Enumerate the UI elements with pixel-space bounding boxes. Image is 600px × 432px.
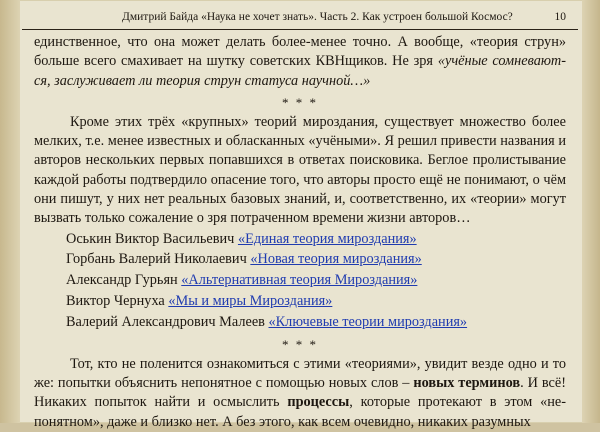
reference-item <box>34 249 566 270</box>
section-separator: * * * <box>282 336 318 352</box>
running-title: Дмитрий Байда «Наука не хочет знать». Часть 2. Как устроен большой Космос? <box>122 11 513 23</box>
reference-link[interactable]: «Альтернативная теория Мироздания» <box>181 272 418 289</box>
paragraph-theories: Кроме этих трёх «крупных» теорий мироздания, существует множество более мелких, т.е. менее известных и обласканных «учёными». Я решил привести названия и авторов нескольких первых попавшихся в ответах поисковика. Беглое пролистывание каждой работы подтвердило опасение того, что авторы просто ещё не понимают, о чём они пишут, у них нет реальных базовых знаний, и, соответственно, их «теории» могут вызвать только сожаление о зря потраченном времени жизни авторов… <box>34 113 566 227</box>
running-header <box>22 6 580 28</box>
reference-link[interactable]: «Ключевые теории мироздания» <box>268 313 468 330</box>
reference-item <box>34 312 566 333</box>
paragraph-text: Тот, кто не поленится ознакомиться с этими «теориями», увидит везде одно и то же: попытки объяснить непонятное с помощью новых слов – <box>34 355 566 391</box>
section-separator: * * * <box>282 94 318 110</box>
italic-quote: «учёные сомневают-ся, заслуживает ли теория струн статуса научной…» <box>34 53 567 89</box>
page-edge-left <box>0 0 20 423</box>
reference-item <box>34 229 566 250</box>
reference-author: Александр Гурьян <box>66 272 182 289</box>
reference-list <box>34 229 566 333</box>
reference-author: Оськин Виктор Васильевич <box>66 230 238 247</box>
reference-link[interactable]: «Мы и миры Мироздания» <box>168 293 333 310</box>
page-number: 10 <box>554 11 566 23</box>
paragraph-conclusion <box>34 355 566 432</box>
reference-link[interactable]: «Новая теория мироздания» <box>250 251 422 268</box>
reference-item <box>34 291 566 312</box>
reference-author: Горбань Валерий Николаевич <box>66 251 251 268</box>
reference-author: Валерий Александрович Малеев <box>66 313 269 330</box>
page-edge-right <box>582 0 600 423</box>
paragraph-text: , которые протекают в этом «не-понятном», даже и близко нет. А без этого, как всем очевидно, никаких разумных <box>34 394 566 430</box>
reference-author: Виктор Чернуха <box>66 293 169 310</box>
reference-item <box>34 270 566 291</box>
reference-link[interactable]: «Единая теория мироздания» <box>237 230 417 247</box>
page-body <box>34 33 566 432</box>
header-rule <box>22 29 578 30</box>
bold-term: новых терминов <box>413 374 521 391</box>
bold-term: процессы <box>287 394 350 411</box>
paragraph-text: единственное, что она может делать более-менее точно. А вообще, «теория струн» больше всего смахивает на шутку советских КВНщиков. Не зря <box>34 34 566 70</box>
paragraph-continuation <box>34 33 566 91</box>
paragraph-text: . И всё! Никаких попыток найти и осмыслить <box>34 374 566 411</box>
